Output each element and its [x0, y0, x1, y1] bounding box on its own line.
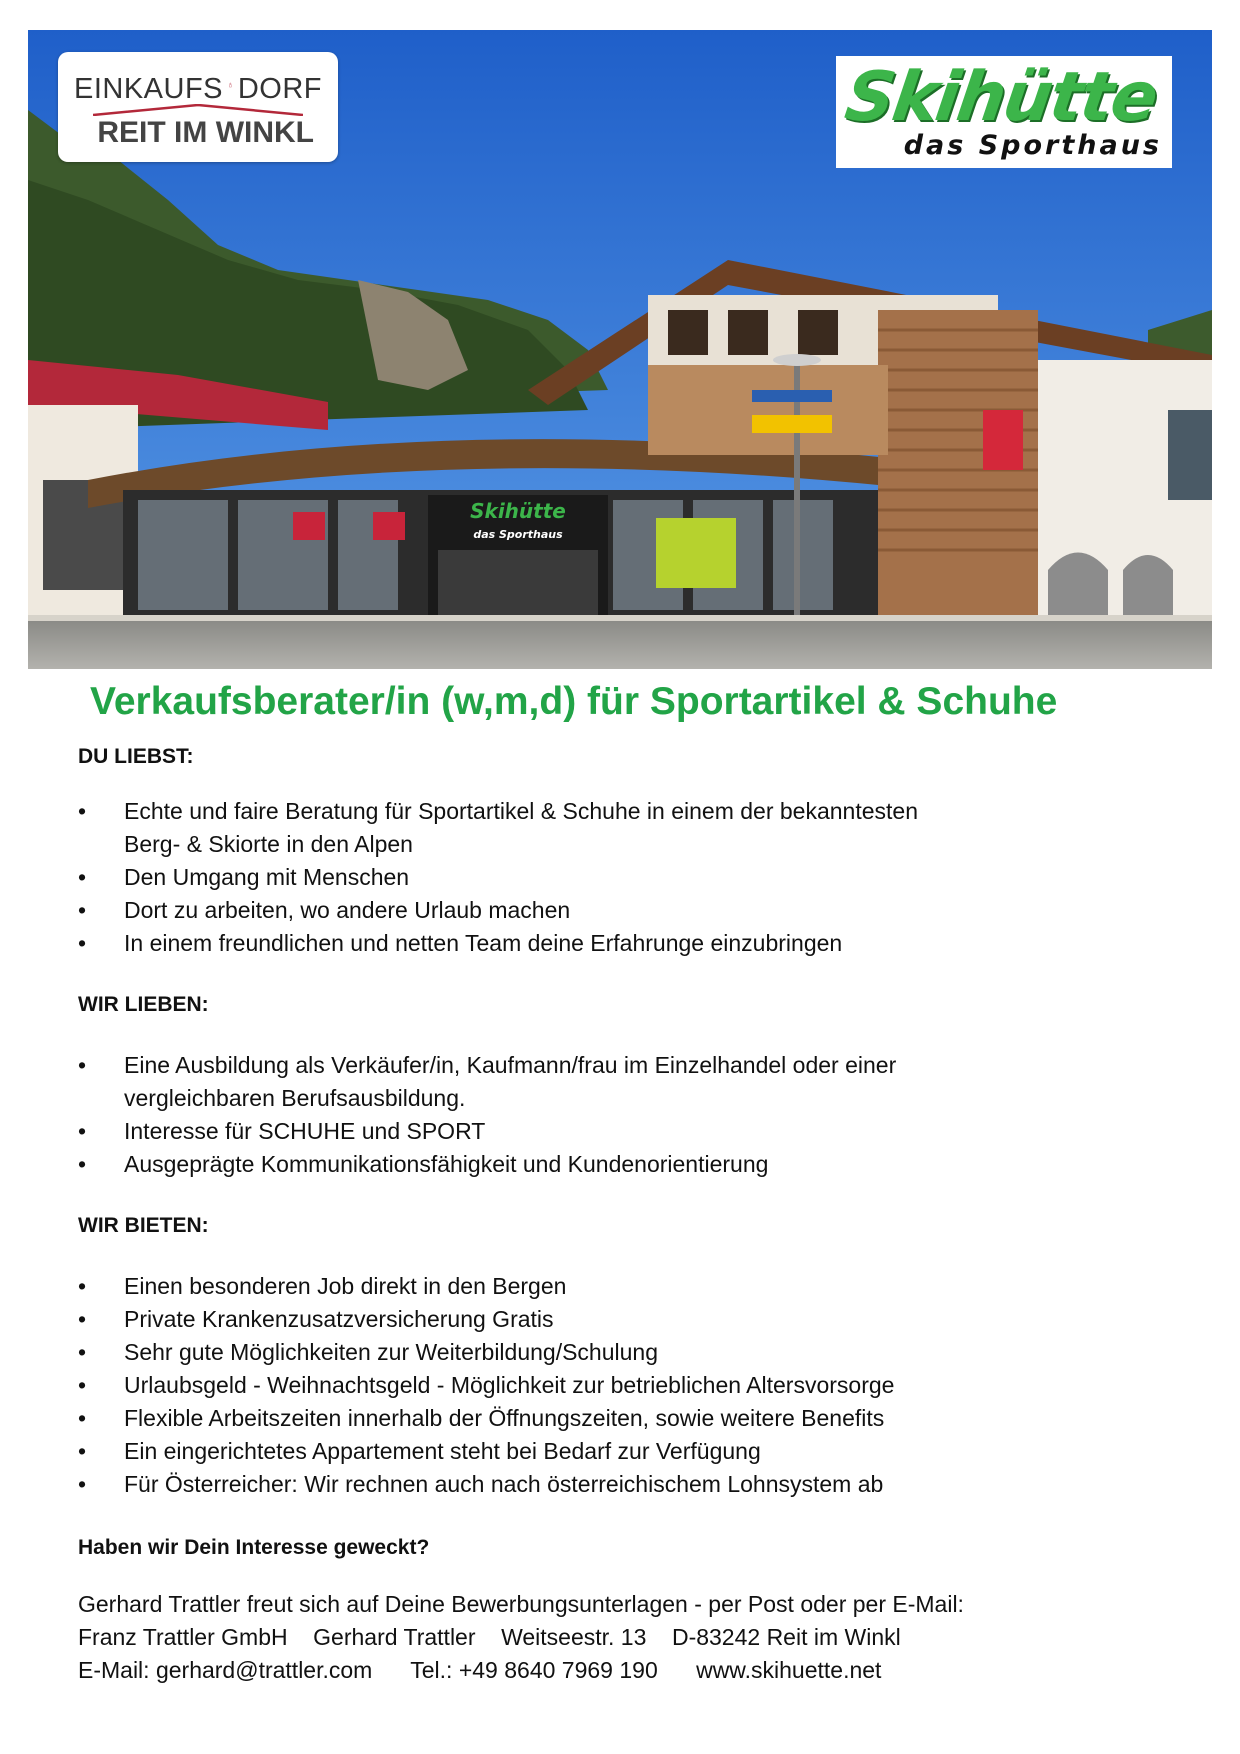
contact-block [78, 1588, 1178, 1687]
contact-links [78, 1654, 1178, 1687]
website-link[interactable]: www.skihuette.net [696, 1657, 882, 1683]
street-address: Weitseestr. 13 [501, 1624, 647, 1650]
list-item: • Einen besonderen Job direkt in den Bergen [78, 1270, 1178, 1303]
list-item: • Dort zu arbeiten, wo andere Urlaub machen [78, 894, 1178, 927]
logo-reit-im-winkl: REIT IM WINKL [97, 116, 314, 149]
list-item: • Ausgeprägte Kommunikationsfähigkeit und Kundenorientierung [78, 1148, 1178, 1181]
list-wir-bieten [78, 1270, 1178, 1501]
einkaufsdorf-logo [58, 52, 338, 162]
skihuette-brand: Skihütte [840, 58, 1162, 137]
logo-word-einkaufs: EINKAUFS [74, 73, 224, 105]
city-address: D-83242 Reit im Winkl [671, 1624, 901, 1650]
list-item: • Echte und faire Beratung für Sportartikel & Schuhe in einem der bekanntesten Berg- & Skiorte in den Alpen [78, 795, 1178, 861]
figure-icon [229, 66, 232, 104]
list-wir-lieben [78, 1049, 1178, 1181]
storefront-sign-tagline: das Sporthaus [473, 528, 563, 541]
list-item: • Ein eingerichtetes Appartement steht bei Bedarf zur Verfügung [78, 1435, 1178, 1468]
phone-number[interactable]: Tel.: +49 8640 7969 190 [410, 1657, 658, 1683]
section-heading-du-liebst: DU LIEBST: [78, 745, 194, 768]
list-item: • Interesse für SCHUHE und SPORT [78, 1115, 1178, 1148]
contact-person: Gerhard Trattler [313, 1624, 476, 1650]
list-item-continuation: vergleichbaren Berufsausbildung. [124, 1085, 466, 1111]
cta-heading: Haben wir Dein Interesse geweckt? [78, 1536, 430, 1559]
storefront-sign-brand: Skihütte [470, 499, 566, 523]
section-heading-wir-bieten: WIR BIETEN: [78, 1214, 209, 1237]
skihuette-logo [836, 56, 1172, 168]
skihuette-tagline: das Sporthaus [903, 130, 1162, 161]
list-item: • Sehr gute Möglichkeiten zur Weiterbildung/Schulung [78, 1336, 1178, 1369]
job-content [78, 740, 1178, 1687]
list-item: • Private Krankenzusatzversicherung Gratis [78, 1303, 1178, 1336]
contact-intro: Gerhard Trattler freut sich auf Deine Bewerbungsunterlagen - per Post oder per E-Mail: [78, 1591, 964, 1617]
list-item: • Eine Ausbildung als Verkäufer/in, Kaufmann/frau im Einzelhandel oder einer vergleichbaren Berufsausbildung. [78, 1049, 1178, 1115]
email-link[interactable]: E-Mail: gerhard@trattler.com [78, 1657, 373, 1683]
section-heading-wir-lieben: WIR LIEBEN: [78, 993, 209, 1016]
company-name: Franz Trattler GmbH [78, 1624, 288, 1650]
list-item: • Für Österreicher: Wir rechnen auch nach österreichischem Lohnsystem ab [78, 1468, 1178, 1501]
list-item: • Urlaubsgeld - Weihnachtsgeld - Möglichkeit zur betrieblichen Altersvorsorge [78, 1369, 1178, 1402]
list-item: • Flexible Arbeitszeiten innerhalb der Öffnungszeiten, sowie weitere Benefits [78, 1402, 1178, 1435]
roof-line-icon [93, 104, 303, 116]
list-du-liebst [78, 795, 1178, 960]
list-item-continuation: Berg- & Skiorte in den Alpen [124, 831, 413, 857]
list-item: • In einem freundlichen und netten Team deine Erfahrunge einzubringen [78, 927, 1178, 960]
list-item: • Den Umgang mit Menschen [78, 861, 1178, 894]
contact-address [78, 1621, 1178, 1654]
job-title: Verkaufsberater/in (w,m,d) für Sportartikel & Schuhe [90, 680, 1058, 723]
logo-word-dorf: DORF [237, 73, 322, 105]
